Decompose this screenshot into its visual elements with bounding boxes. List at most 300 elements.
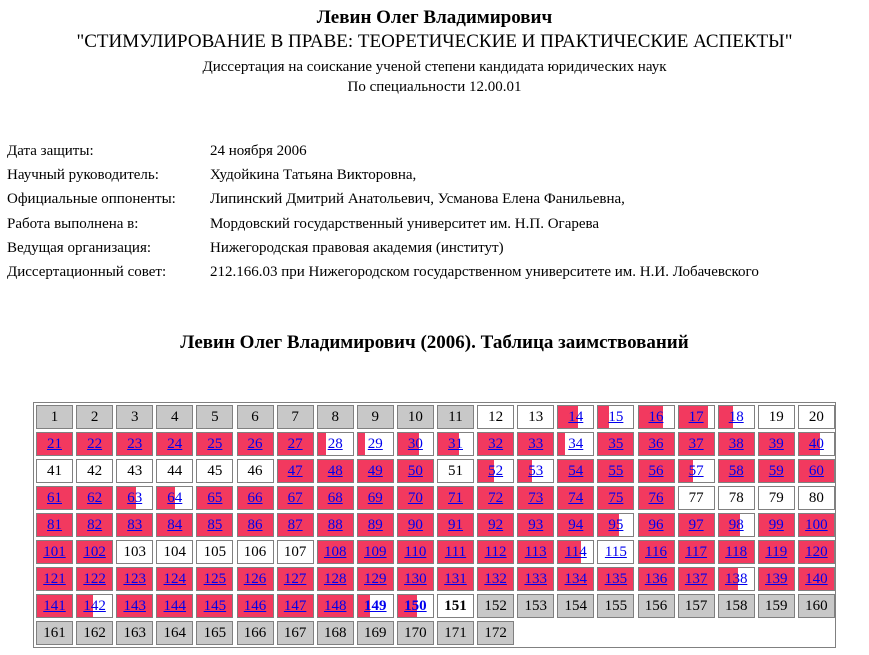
page-cell-142[interactable] (76, 594, 113, 618)
page-link[interactable]: 129 (364, 571, 387, 587)
page-link[interactable]: 101 (43, 544, 66, 560)
page-cell-49[interactable] (357, 459, 394, 483)
page-cell-72[interactable] (477, 486, 514, 510)
page-link[interactable]: 150 (404, 598, 427, 614)
page-cell-64[interactable] (156, 486, 193, 510)
page-cell-96[interactable] (638, 513, 675, 537)
page-link[interactable]: 16 (648, 409, 664, 425)
page-link[interactable]: 149 (364, 598, 387, 614)
page-link[interactable]: 49 (367, 463, 383, 479)
page-link[interactable]: 83 (127, 517, 143, 533)
page-cell-67[interactable] (277, 486, 314, 510)
page-link[interactable]: 35 (608, 436, 624, 452)
page-cell-120[interactable] (798, 540, 835, 564)
page-link[interactable]: 130 (404, 571, 427, 587)
page-number: 158 (724, 598, 748, 614)
page-link[interactable]: 56 (648, 463, 664, 479)
page-link[interactable]: 34 (568, 436, 584, 452)
page-cell-148[interactable] (317, 594, 354, 618)
page-link[interactable]: 48 (327, 463, 343, 479)
page-cell-126[interactable] (237, 567, 274, 591)
page-link[interactable]: 136 (644, 571, 668, 587)
page-cell-34[interactable] (557, 432, 594, 456)
page-link[interactable]: 55 (608, 463, 624, 479)
page-link[interactable]: 74 (568, 490, 584, 506)
page-number: 44 (167, 463, 183, 479)
page-cell-47[interactable] (277, 459, 314, 483)
page-link[interactable]: 39 (768, 436, 784, 452)
page-cell-95[interactable] (597, 513, 634, 537)
page-link[interactable]: 88 (327, 517, 343, 533)
page-cell-94[interactable] (557, 513, 594, 537)
page-link[interactable]: 40 (808, 436, 824, 452)
page-cell-66[interactable] (237, 486, 274, 510)
page-cell-79 (758, 486, 795, 510)
page-cell-156 (638, 594, 675, 618)
page-cell-117[interactable] (678, 540, 715, 564)
page-cell-102[interactable] (76, 540, 113, 564)
page-link[interactable]: 89 (367, 517, 383, 533)
page-cell-14[interactable] (557, 405, 594, 429)
page-cell-35[interactable] (597, 432, 634, 456)
page-cell-52[interactable] (477, 459, 514, 483)
page-link[interactable]: 60 (808, 463, 824, 479)
page-cell-128[interactable] (317, 567, 354, 591)
page-link[interactable]: 53 (528, 463, 544, 479)
info-row-council (7, 260, 759, 284)
page-number: 157 (684, 598, 708, 614)
page-cell-19 (758, 405, 795, 429)
page-cell-24[interactable] (156, 432, 193, 456)
page-link[interactable]: 24 (167, 436, 183, 452)
page-number: 172 (484, 625, 507, 641)
page-link[interactable]: 128 (323, 571, 347, 587)
page-link[interactable]: 121 (43, 571, 66, 587)
page-cell-16[interactable] (638, 405, 675, 429)
page-link[interactable]: 15 (608, 409, 624, 425)
page-cell-21[interactable] (36, 432, 73, 456)
page-cell-125[interactable] (196, 567, 233, 591)
page-link[interactable]: 17 (688, 409, 704, 425)
page-link[interactable]: 66 (247, 490, 263, 506)
page-cell-56[interactable] (638, 459, 675, 483)
page-cell-75[interactable] (597, 486, 634, 510)
page-link[interactable]: 111 (444, 544, 467, 560)
page-number: 2 (90, 409, 99, 425)
page-cell-161 (36, 621, 73, 645)
page-link[interactable]: 110 (404, 544, 427, 560)
page-cell-108[interactable] (317, 540, 354, 564)
page-cell-60[interactable] (798, 459, 835, 483)
page-link[interactable]: 133 (524, 571, 547, 587)
page-link[interactable]: 122 (83, 571, 106, 587)
page-link[interactable]: 70 (407, 490, 423, 506)
page-number: 51 (448, 463, 463, 479)
page-cell-63[interactable] (116, 486, 153, 510)
page-number: 1 (50, 409, 59, 425)
info-row-opponents (7, 187, 759, 211)
page-number: 106 (243, 544, 267, 560)
page-cell-127[interactable] (277, 567, 314, 591)
page-cell-103 (116, 540, 153, 564)
page-link[interactable]: 50 (407, 463, 423, 479)
page-link[interactable]: 32 (488, 436, 504, 452)
author-name: Левин Олег Владимирович (316, 7, 553, 28)
page-cell-48[interactable] (317, 459, 354, 483)
page-cell-68[interactable] (317, 486, 354, 510)
page-cell-144[interactable] (156, 594, 193, 618)
page-link[interactable]: 134 (564, 571, 588, 587)
page-number: 45 (207, 463, 223, 479)
page-cell-107 (277, 540, 314, 564)
page-link[interactable]: 47 (287, 463, 303, 479)
page-cell-18[interactable] (718, 405, 755, 429)
page-cell-82[interactable] (76, 513, 113, 537)
page-number: 8 (331, 409, 339, 425)
page-cell-85[interactable] (196, 513, 233, 537)
page-cell-146[interactable] (237, 594, 274, 618)
page-cell-29[interactable] (357, 432, 394, 456)
page-link[interactable]: 115 (604, 544, 627, 560)
page-link[interactable]: 65 (207, 490, 223, 506)
page-cell-58[interactable] (718, 459, 755, 483)
page-link[interactable]: 91 (448, 517, 463, 533)
page-link[interactable]: 61 (47, 490, 62, 506)
page-link[interactable]: 33 (528, 436, 544, 452)
page-cell-39[interactable] (758, 432, 795, 456)
info-row-date (7, 139, 759, 163)
page-cell-88[interactable] (317, 513, 354, 537)
page-borrowings-grid (33, 402, 836, 648)
page-cell-93[interactable] (517, 513, 554, 537)
page-cell-40[interactable] (798, 432, 835, 456)
page-link[interactable]: 76 (648, 490, 664, 506)
page-cell-86[interactable] (237, 513, 274, 537)
page-cell-57[interactable] (678, 459, 715, 483)
page-cell-110[interactable] (397, 540, 434, 564)
page-cell-151 (437, 594, 474, 618)
page-cell-38[interactable] (718, 432, 755, 456)
page-cell-113[interactable] (517, 540, 554, 564)
page-link[interactable]: 123 (123, 571, 146, 587)
page-link[interactable]: 25 (207, 436, 223, 452)
page-number: 80 (808, 490, 824, 506)
page-link[interactable]: 26 (247, 436, 263, 452)
page-cell-12 (477, 405, 514, 429)
page-cell-54[interactable] (557, 459, 594, 483)
page-number: 9 (371, 409, 380, 425)
page-link[interactable]: 127 (283, 571, 307, 587)
page-cell-97[interactable] (678, 513, 715, 537)
info-label: Ведущая организация: (7, 239, 152, 256)
info-label: Дата защиты: (7, 143, 94, 159)
page-link[interactable]: 108 (323, 544, 347, 560)
page-cell-111[interactable] (437, 540, 474, 564)
page-cell-81[interactable] (36, 513, 73, 537)
page-cell-170 (397, 621, 434, 645)
page-cell-109[interactable] (357, 540, 394, 564)
page-link[interactable]: 138 (724, 571, 748, 587)
page-number: 156 (644, 598, 668, 614)
page-cell-28[interactable] (317, 432, 354, 456)
page-cell-164 (156, 621, 193, 645)
page-cell-36[interactable] (638, 432, 675, 456)
page-cell-91[interactable] (437, 513, 474, 537)
specialty-line: По специальности 12.00.01 (347, 79, 522, 95)
page-cell-129[interactable] (357, 567, 394, 591)
page-cell-17[interactable] (678, 405, 715, 429)
page-cell-32[interactable] (477, 432, 514, 456)
page-link[interactable]: 119 (765, 544, 788, 560)
page-link[interactable]: 139 (765, 571, 788, 587)
page-link[interactable]: 131 (444, 571, 467, 587)
page-cell-139[interactable] (758, 567, 795, 591)
info-value: 212.166.03 при Нижегородском государственном университете им. Н.И. Лобачевского (210, 263, 759, 280)
page-cell-3 (116, 405, 153, 429)
page-cell-114[interactable] (557, 540, 594, 564)
page-cell-122[interactable] (76, 567, 113, 591)
page-cell-130[interactable] (397, 567, 434, 591)
page-cell-89[interactable] (357, 513, 394, 537)
page-cell-59[interactable] (758, 459, 795, 483)
page-cell-112[interactable] (477, 540, 514, 564)
page-link[interactable]: 113 (524, 544, 547, 560)
info-row-supervisor (7, 163, 759, 187)
page-link[interactable]: 147 (283, 598, 307, 614)
page-number: 7 (291, 409, 299, 425)
page-link[interactable]: 140 (805, 571, 828, 587)
page-cell-15[interactable] (597, 405, 634, 429)
page-link[interactable]: 93 (528, 517, 544, 533)
page-cell-83[interactable] (116, 513, 153, 537)
page-link[interactable]: 71 (448, 490, 463, 506)
page-link[interactable]: 57 (688, 463, 704, 479)
page-number: 162 (83, 625, 106, 641)
page-cell-73[interactable] (517, 486, 554, 510)
page-cell-55[interactable] (597, 459, 634, 483)
page-number: 159 (765, 598, 788, 614)
page-cell-145[interactable] (196, 594, 233, 618)
page-number: 11 (448, 409, 463, 425)
page-number: 79 (768, 490, 784, 506)
page-cell-23[interactable] (116, 432, 153, 456)
page-link[interactable]: 23 (127, 436, 143, 452)
page-cell-149[interactable] (357, 594, 394, 618)
page-cell-135[interactable] (597, 567, 634, 591)
page-link[interactable]: 14 (568, 409, 584, 425)
page-cell-115[interactable] (597, 540, 634, 564)
page-cell-37[interactable] (678, 432, 715, 456)
page-link[interactable]: 52 (488, 463, 504, 479)
page-cell-134[interactable] (557, 567, 594, 591)
page-cell-100[interactable] (798, 513, 835, 537)
page-cell-70[interactable] (397, 486, 434, 510)
page-link[interactable]: 18 (728, 409, 744, 425)
page-cell-121[interactable] (36, 567, 73, 591)
page-cell-99[interactable] (758, 513, 795, 537)
page-link[interactable]: 99 (768, 517, 784, 533)
page-link[interactable]: 62 (87, 490, 103, 506)
page-cell-62[interactable] (76, 486, 113, 510)
page-link[interactable]: 135 (604, 571, 628, 587)
page-link[interactable]: 145 (203, 598, 227, 614)
page-link[interactable]: 143 (123, 598, 146, 614)
page-link[interactable]: 36 (648, 436, 664, 452)
page-link[interactable]: 98 (728, 517, 744, 533)
page-link[interactable]: 73 (528, 490, 544, 506)
page-link[interactable]: 124 (163, 571, 187, 587)
page-link[interactable]: 97 (688, 517, 704, 533)
page-link[interactable]: 92 (488, 517, 504, 533)
page-link[interactable]: 28 (327, 436, 343, 452)
page-cell-150[interactable] (397, 594, 434, 618)
page-cell-30[interactable] (397, 432, 434, 456)
page-cell-98[interactable] (718, 513, 755, 537)
page-cell-118[interactable] (718, 540, 755, 564)
page-cell-92[interactable] (477, 513, 514, 537)
page-cell-147[interactable] (277, 594, 314, 618)
page-link[interactable]: 148 (323, 598, 347, 614)
page-link[interactable]: 125 (203, 571, 227, 587)
page-link[interactable]: 58 (728, 463, 744, 479)
degree-line: Диссертация на соискание ученой степени кандидата юридических наук (202, 59, 667, 75)
page-cell-155 (597, 594, 634, 618)
page-link[interactable]: 146 (243, 598, 267, 614)
page-link[interactable]: 21 (47, 436, 62, 452)
page-link[interactable]: 27 (287, 436, 303, 452)
page-cell-124[interactable] (156, 567, 193, 591)
page-number: 103 (123, 544, 146, 560)
page-cell-71[interactable] (437, 486, 474, 510)
page-link[interactable]: 29 (367, 436, 383, 452)
page-cell-172 (477, 621, 514, 645)
page-cell-84[interactable] (156, 513, 193, 537)
page-link[interactable]: 67 (287, 490, 303, 506)
page-cell-76[interactable] (638, 486, 675, 510)
page-number: 12 (488, 409, 504, 425)
page-cell-25[interactable] (196, 432, 233, 456)
page-link[interactable]: 72 (488, 490, 504, 506)
page-link[interactable]: 54 (568, 463, 584, 479)
page-cell-101[interactable] (36, 540, 73, 564)
page-link[interactable]: 96 (648, 517, 664, 533)
page-link[interactable]: 68 (327, 490, 343, 506)
page-link[interactable]: 69 (367, 490, 383, 506)
page-link[interactable]: 132 (484, 571, 507, 587)
page-link[interactable]: 22 (87, 436, 103, 452)
page-number: 20 (808, 409, 824, 425)
page-cell-27[interactable] (277, 432, 314, 456)
page-cell-53[interactable] (517, 459, 554, 483)
page-link[interactable]: 90 (407, 517, 423, 533)
page-cell-132[interactable] (477, 567, 514, 591)
page-link[interactable]: 144 (163, 598, 187, 614)
page-cell-116[interactable] (638, 540, 675, 564)
page-cell-136[interactable] (638, 567, 675, 591)
page-cell-31[interactable] (437, 432, 474, 456)
page-link[interactable]: 37 (688, 436, 704, 452)
page-link[interactable]: 85 (207, 517, 223, 533)
page-link[interactable]: 142 (83, 598, 106, 614)
page-cell-42 (76, 459, 113, 483)
page-number: 43 (127, 463, 143, 479)
page-link[interactable]: 86 (247, 517, 263, 533)
page-cell-22[interactable] (76, 432, 113, 456)
page-cell-13 (517, 405, 554, 429)
page-link[interactable]: 117 (685, 544, 708, 560)
page-link[interactable]: 109 (364, 544, 387, 560)
info-label: Научный руководитель: (7, 167, 159, 184)
page-link[interactable]: 126 (243, 571, 267, 587)
page-number: 155 (604, 598, 628, 614)
page-link[interactable]: 118 (725, 544, 748, 560)
page-link[interactable]: 112 (484, 544, 507, 560)
page-link[interactable]: 59 (768, 463, 784, 479)
page-cell-50[interactable] (397, 459, 434, 483)
page-cell-143[interactable] (116, 594, 153, 618)
page-link[interactable]: 116 (645, 544, 667, 560)
page-cell-141[interactable] (36, 594, 73, 618)
page-cell-77 (678, 486, 715, 510)
page-number: 171 (444, 625, 467, 641)
page-link[interactable]: 87 (287, 517, 303, 533)
page-link[interactable]: 38 (728, 436, 744, 452)
page-number: 4 (171, 409, 179, 425)
page-cell-61[interactable] (36, 486, 73, 510)
page-link[interactable]: 84 (167, 517, 183, 533)
page-number: 104 (163, 544, 187, 560)
page-cell-159 (758, 594, 795, 618)
page-link[interactable]: 64 (167, 490, 183, 506)
page-cell-123[interactable] (116, 567, 153, 591)
page-cell-90[interactable] (397, 513, 434, 537)
page-link[interactable]: 94 (568, 517, 584, 533)
page-cell-80 (798, 486, 835, 510)
page-cell-1 (36, 405, 73, 429)
page-cell-140[interactable] (798, 567, 835, 591)
page-link[interactable]: 31 (448, 436, 463, 452)
page-cell-33[interactable] (517, 432, 554, 456)
page-number: 153 (524, 598, 547, 614)
page-cell-133[interactable] (517, 567, 554, 591)
page-cell-5 (196, 405, 233, 429)
page-number: 160 (805, 598, 828, 614)
page-link[interactable]: 100 (805, 517, 828, 533)
page-link[interactable]: 114 (564, 544, 587, 560)
page-link[interactable]: 95 (608, 517, 624, 533)
page-link[interactable]: 137 (684, 571, 708, 587)
page-cell-69[interactable] (357, 486, 394, 510)
page-cell-131[interactable] (437, 567, 474, 591)
page-cell-137[interactable] (678, 567, 715, 591)
page-cell-26[interactable] (237, 432, 274, 456)
page-link[interactable]: 30 (407, 436, 423, 452)
page-cell-74[interactable] (557, 486, 594, 510)
page-cell-138[interactable] (718, 567, 755, 591)
page-link[interactable]: 120 (805, 544, 828, 560)
page-link[interactable]: 141 (43, 598, 66, 614)
page-link[interactable]: 63 (127, 490, 143, 506)
page-number: 166 (243, 625, 267, 641)
page-cell-119[interactable] (758, 540, 795, 564)
page-cell-65[interactable] (196, 486, 233, 510)
page-link[interactable]: 102 (83, 544, 106, 560)
page-cell-87[interactable] (277, 513, 314, 537)
page-link[interactable]: 82 (87, 517, 103, 533)
page-link[interactable]: 75 (608, 490, 624, 506)
page-link[interactable]: 81 (47, 517, 62, 533)
info-label: Работа выполнена в: (7, 215, 139, 232)
